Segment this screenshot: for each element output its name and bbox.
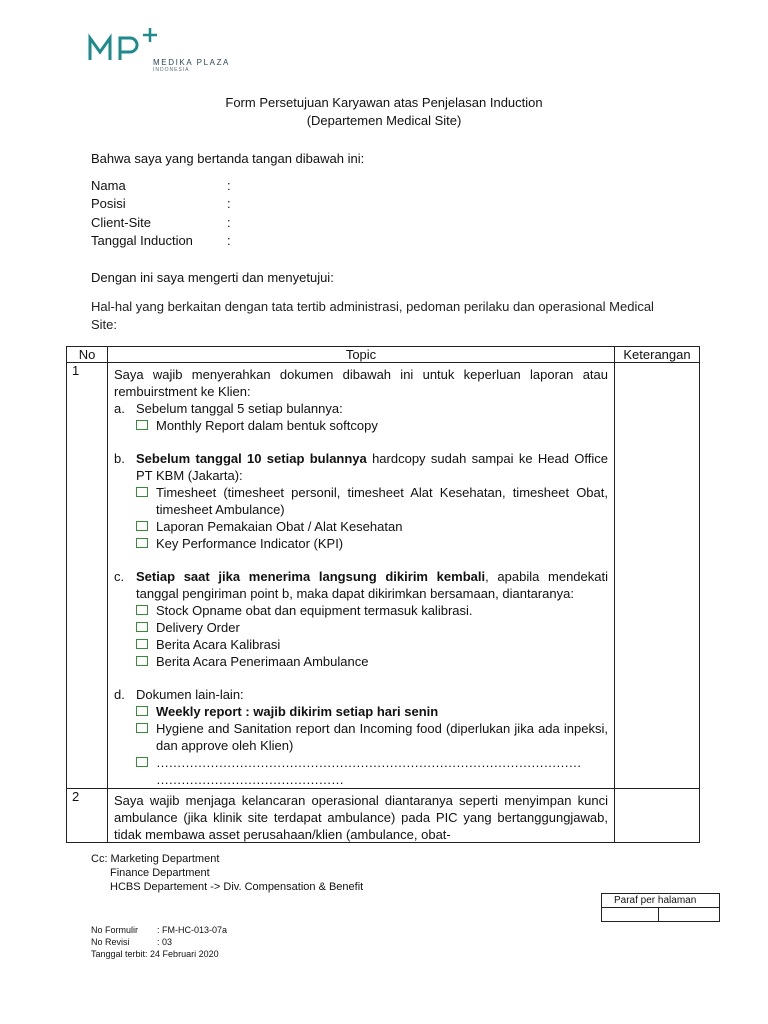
- meta-value: : 03: [157, 937, 173, 947]
- row-number: 2: [67, 789, 108, 843]
- row-topic: [108, 363, 615, 789]
- checkbox-icon[interactable]: [136, 521, 148, 531]
- section-letter: b.: [114, 451, 125, 466]
- checklist-label: Berita Acara Kalibrasi: [156, 637, 281, 652]
- header-topic: Topic: [108, 347, 615, 363]
- section-bold: Setiap saat jika menerima langsung dikirim kembali: [136, 569, 486, 584]
- checklist-label: Hygiene and Sanitation report dan Incoming food (diperlukan jika ada inpeksi, dan approve oleh Klien): [156, 721, 608, 753]
- checklist-label: Monthly Report dalam bentuk softcopy: [156, 418, 378, 433]
- checklist-label: Key Performance Indicator (KPI): [156, 536, 344, 551]
- cc-line: HCBS Departement -> Div. Compensation & Benefit: [110, 881, 364, 893]
- row-keterangan[interactable]: [615, 789, 700, 843]
- checkbox-icon[interactable]: [136, 605, 148, 615]
- section-bold: Sebelum tanggal 10 setiap bulannya: [136, 451, 367, 466]
- paraf-cell[interactable]: [602, 908, 659, 922]
- section-text: , apabila mendekati tanggal pengiriman point b, maka dapat dikirimkan bersamaan, diantaranya:: [136, 569, 608, 601]
- checkbox-icon[interactable]: [136, 622, 148, 632]
- section-text: hardcopy sudah sampai ke Head Office PT KBM (Jakarta):: [136, 451, 608, 483]
- table-row: [67, 363, 700, 789]
- form-subtitle: (Departemen Medical Site): [306, 113, 462, 128]
- induction-table: [66, 346, 700, 843]
- form-title: Form Persetujuan Karyawan atas Penjelasan Induction: [225, 95, 543, 110]
- section-d: [114, 686, 608, 703]
- meta-value: : 24 Februari 2020: [145, 949, 219, 959]
- field-label-posisi: Posisi: [91, 196, 126, 211]
- field-colon: :: [227, 196, 231, 211]
- meta-value: : FM-HC-013-07a: [157, 925, 228, 935]
- row-keterangan[interactable]: [615, 363, 700, 789]
- checklist-label: Stock Opname obat dan equipment termasuk kalibrasi.: [156, 603, 473, 618]
- field-colon: :: [227, 215, 231, 230]
- paraf-box: [601, 893, 720, 922]
- field-label-tanggal-induction: Tanggal Induction: [91, 233, 193, 248]
- section-letter: a.: [114, 401, 125, 416]
- checklist-item[interactable]: [114, 754, 608, 788]
- checkbox-icon[interactable]: [136, 723, 148, 733]
- row-topic: [108, 789, 615, 843]
- logo-subtitle: INDONESIA: [153, 67, 190, 73]
- cc-line: Cc: Marketing Department: [91, 853, 220, 865]
- field-colon: :: [227, 233, 231, 248]
- checklist-item[interactable]: [114, 619, 608, 636]
- section-text: Dokumen lain-lain:: [136, 687, 244, 702]
- section-text: Sebelum tanggal 5 setiap bulannya:: [136, 401, 343, 416]
- paraf-label: Paraf per halaman: [602, 894, 720, 908]
- paraf-cell[interactable]: [659, 908, 720, 922]
- section-c: [114, 568, 608, 602]
- checklist-item[interactable]: [114, 484, 608, 518]
- intro-text: Hal-hal yang berkaitan dengan tata tertib administrasi, pedoman perilaku dan operasional Medical Site:: [91, 299, 654, 332]
- row-text: Saya wajib menjaga kelancaran operasional diantaranya seperti menyimpan kunci ambulance (jika klinik site terdapat ambulance) pada PIC yang bertanggungjawab, tidak membawa asset perusahaan/klien (ambulance, obat-: [114, 793, 608, 842]
- form-meta: [91, 924, 227, 960]
- checklist-item[interactable]: [114, 417, 608, 434]
- cc-list: [91, 852, 363, 894]
- header-keterangan: Keterangan: [615, 347, 700, 363]
- checklist-label: Berita Acara Penerimaan Ambulance: [156, 654, 369, 669]
- section-a: [114, 400, 608, 417]
- checklist-label: Timesheet (timesheet personil, timesheet Alat Kesehatan, timesheet Obat, timesheet Ambulance): [156, 485, 608, 517]
- section-letter: d.: [114, 687, 125, 702]
- agree-heading: Dengan ini saya mengerti dan menyetujui:: [91, 270, 334, 285]
- checklist-dots: ………………………………………………………………………………………… ………………………………………: [156, 755, 581, 787]
- field-label-nama: Nama: [91, 178, 126, 193]
- checklist-item[interactable]: [114, 636, 608, 653]
- checklist-label: Laporan Pemakaian Obat / Alat Kesehatan: [156, 519, 403, 534]
- statement: Bahwa saya yang bertanda tangan dibawah ini:: [91, 151, 365, 166]
- section-letter: c.: [114, 569, 125, 584]
- checkbox-icon[interactable]: [136, 706, 148, 716]
- table-row: [67, 789, 700, 843]
- row-number: 1: [67, 363, 108, 789]
- cc-line: Finance Department: [110, 867, 210, 879]
- field-colon: :: [227, 178, 231, 193]
- checklist-label-bold: Weekly report : wajib dikirim setiap hari senin: [156, 704, 439, 719]
- header-no: No: [67, 347, 108, 363]
- checkbox-icon[interactable]: [136, 656, 148, 666]
- checkbox-icon[interactable]: [136, 757, 148, 767]
- checklist-item[interactable]: [114, 720, 608, 754]
- table-header-row: [67, 347, 700, 363]
- meta-label: No Revisi: [91, 937, 130, 947]
- checkbox-icon[interactable]: [136, 420, 148, 430]
- checklist-item[interactable]: [114, 703, 608, 720]
- meta-label: Tanggal terbit: [91, 949, 146, 959]
- logo-name: MEDIKA PLAZA: [153, 58, 230, 67]
- checklist-item[interactable]: [114, 602, 608, 619]
- meta-label: No Formulir: [91, 925, 139, 935]
- row-lead: Saya wajib menyerahkan dokumen dibawah ini untuk keperluan laporan atau rembuirstment ke Klien:: [114, 367, 608, 399]
- checklist-label: Delivery Order: [156, 620, 240, 635]
- checkbox-icon[interactable]: [136, 639, 148, 649]
- checklist-item[interactable]: [114, 653, 608, 670]
- section-b: [114, 450, 608, 484]
- checkbox-icon[interactable]: [136, 538, 148, 548]
- checklist-item[interactable]: [114, 535, 608, 552]
- checkbox-icon[interactable]: [136, 487, 148, 497]
- field-label-client-site: Client-Site: [91, 215, 151, 230]
- checklist-item[interactable]: [114, 518, 608, 535]
